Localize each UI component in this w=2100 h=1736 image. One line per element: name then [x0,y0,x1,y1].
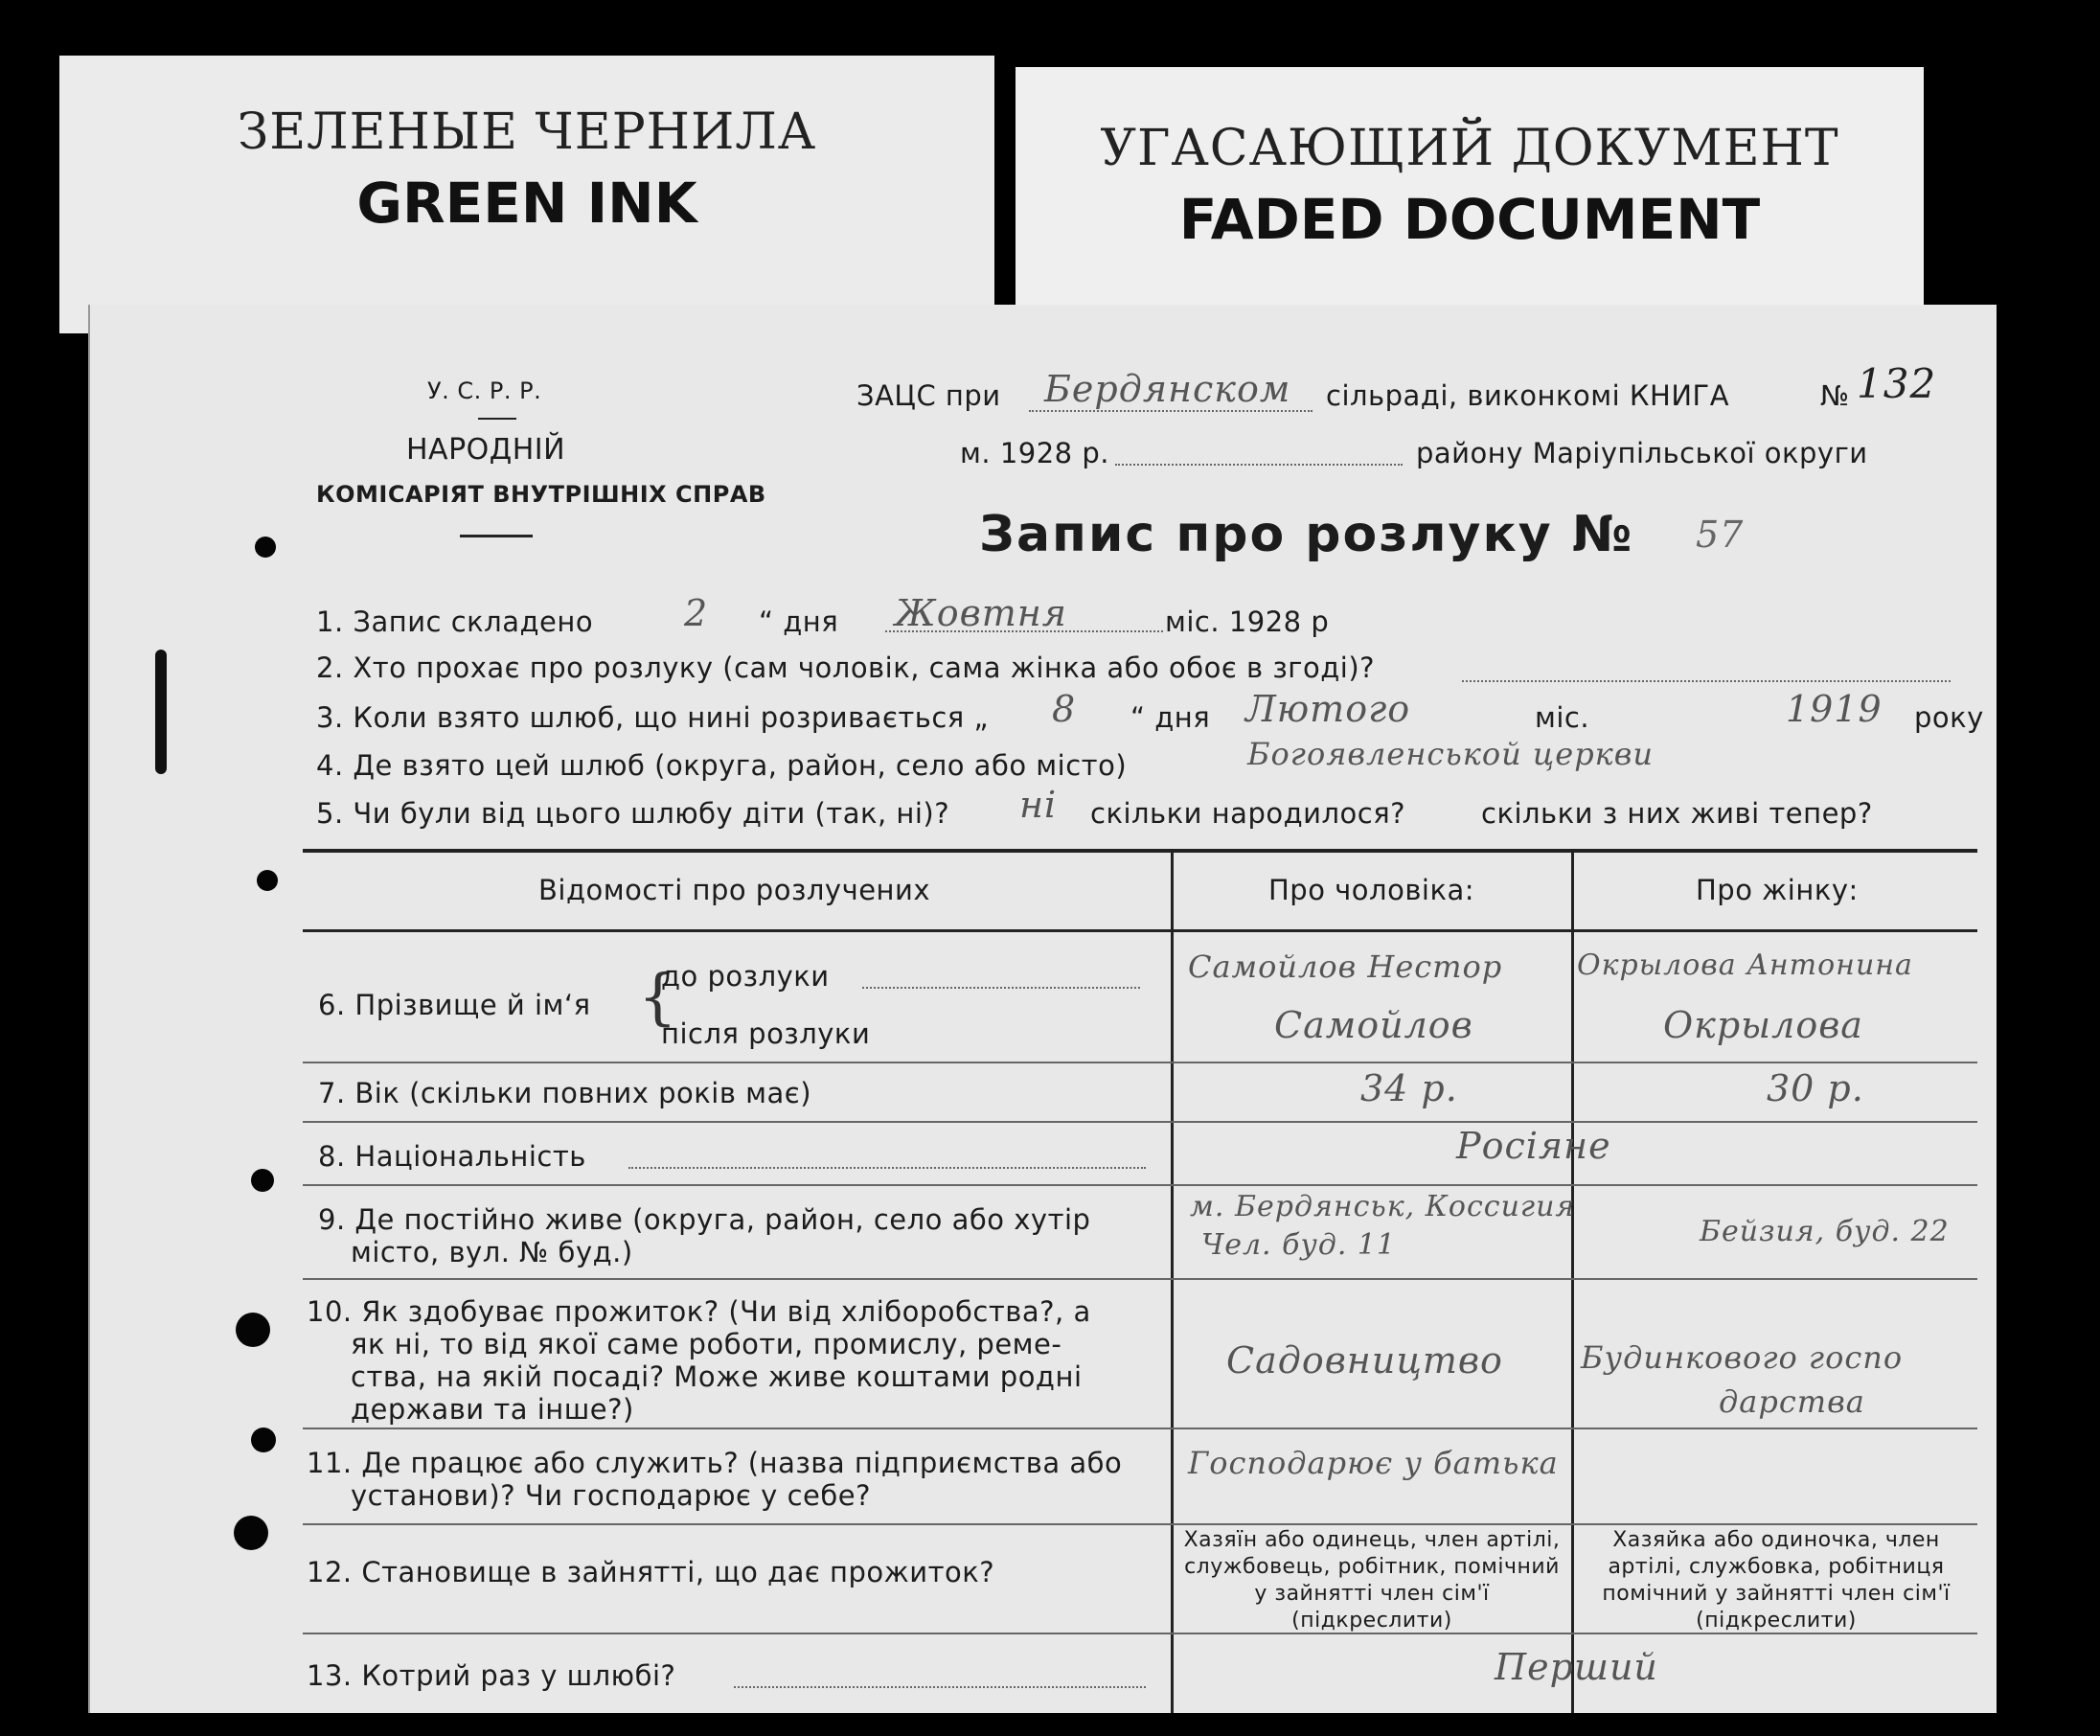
divorce-record-form [88,305,1997,1713]
r7-husband-age-handwritten: 34 р. [1360,1067,1458,1109]
q1-month-suffix: міс. 1928 р [1165,605,1330,638]
table-row-rule [303,1184,1977,1186]
q5-children-handwritten: ні [1019,784,1058,826]
r9-label-line2: місто, вул. № буд.) [351,1236,633,1268]
zags-prefix: ЗАЦС при [856,379,1001,412]
r10-husband-occupation-handwritten: Садовництво [1226,1339,1503,1382]
header-divider [478,418,516,420]
r13-label: 13. Котрий раз у шлюбі? [307,1659,676,1692]
r10-label-line2: як ні, то від якої саме роботи, промислу, реме- [351,1328,1062,1360]
green-ink-label-ru: ЗЕЛЕНЫЕ ЧЕРНИЛА [237,103,817,161]
binder-hole [236,1313,270,1347]
table-top-rule [303,849,1977,853]
q1-day-handwritten: 2 [684,592,709,634]
fill-line [862,987,1140,989]
r8-label: 8. Національність [318,1140,586,1173]
r11-label-line2: установи)? Чи господарює у себе? [351,1479,871,1512]
table-header-rule [303,929,1977,932]
q3-text: 3. Коли взято шлюб, що нині розривається „ [316,701,989,734]
q3-month-handwritten: Лютого [1245,688,1411,730]
r12-husband-note: Хазяїн або одинець, член артілі, службовець, робітник, помічний у зайнятті член сім'ї (підкреслити) [1183,1528,1561,1633]
q3-month-suffix: міс. [1535,701,1590,734]
r7-wife-age-handwritten: 30 р. [1767,1067,1864,1109]
q5-alive-text: скільки з них живі тепер? [1481,797,1873,830]
q3-day-suffix: “ дня [1130,701,1211,734]
form-title: Запис про розлуку № [979,506,1634,563]
table-col-divider [1171,851,1174,1713]
r10-wife-occupation-handwritten-1: Будинкового госпо [1581,1339,1904,1376]
ussr-header: У. С. Р. Р. [427,377,542,404]
commissariat-line1: НАРОДНІЙ [406,433,566,467]
r12-label: 12. Становище в зайнятті, що дає прожиток? [307,1556,995,1588]
r6-wife-after-handwritten: Окрылова [1663,1004,1863,1046]
table-row-rule [303,1428,1977,1429]
q5-text: 5. Чи були від цього шлюбу діти (так, ні)? [316,797,950,830]
binder-hole [257,870,278,891]
r11-label-line1: 11. Де працює або служить? (назва підприємства або [307,1447,1123,1479]
table-col-divider [1571,851,1574,1713]
fill-line [885,630,1163,632]
fill-line [1462,680,1951,682]
table-row-rule [303,1121,1977,1123]
r6-wife-before-handwritten: Окрылова Антонина [1577,948,1913,982]
faded-document-label-ru: УГАСАЮЩИЙ ДОКУМЕНТ [1100,120,1839,177]
table-header-husband: Про чоловіка: [1268,874,1475,906]
table-header-wife: Про жінку: [1696,874,1859,906]
table-row-rule [303,1278,1977,1280]
r6-after-label: після розлуки [661,1017,871,1050]
zags-middle-text: сільраді, виконкомі КНИГА [1326,379,1730,412]
book-number-handwritten: 132 [1857,360,1937,407]
district-text: району Маріупільської округи [1416,437,1868,469]
r6-label: 6. Прізвище й ім‘я [318,989,591,1021]
binder-hole [251,1169,274,1192]
green-ink-label-card [59,56,994,333]
r6-before-label: до розлуки [661,960,830,993]
fill-line [734,1686,1146,1688]
faded-document-label-en: FADED DOCUMENT [1178,187,1761,252]
table-header-info: Відомості про розлучених [538,874,931,906]
table-row-rule [303,1523,1977,1525]
r10-label-line4: держави та інше?) [351,1393,634,1426]
q4-text: 4. Де взято цей шлюб (округа, район, село або місто) [316,749,1128,782]
r13-marriage-count-handwritten: Перший [1495,1646,1658,1688]
header-divider [460,535,533,537]
fill-line [1029,410,1312,412]
q1-month-handwritten: Жовтня [895,592,1067,634]
q1-text: 1. Запис складено [316,605,594,638]
table-row-rule [303,1062,1977,1063]
year-label: м. 1928 р. [960,437,1109,469]
faded-document-label-card [1016,67,1924,326]
q1-day-suffix: “ дня [759,605,839,638]
book-number-label: № [1820,379,1850,412]
record-number-handwritten: 57 [1696,514,1745,556]
fill-line [1115,464,1403,466]
green-ink-label-en: GREEN INK [356,171,697,236]
q3-day-handwritten: 8 [1052,688,1077,730]
fill-line [628,1167,1146,1169]
binder-hole [251,1428,276,1452]
r7-label: 7. Вік (скільки повних років має) [318,1077,812,1109]
q3-year-suffix: року [1914,701,1984,734]
r9-wife-address-handwritten: Бейзия, буд. 22 [1700,1215,1950,1248]
r8-nationality-handwritten: Росіяне [1456,1125,1611,1167]
q3-year-handwritten: 1919 [1786,688,1883,730]
r10-wife-occupation-handwritten-2: дарства [1719,1383,1865,1420]
r6-husband-after-handwritten: Самойлов [1274,1004,1473,1046]
q4-place-handwritten: Богоявленськой церкви [1247,736,1655,772]
binder-hole [255,537,276,558]
r10-label-line1: 10. Як здобуває прожиток? (Чи від хліборобства?, а [307,1295,1091,1328]
r9-husband-address-handwritten-2: Чел. буд. 11 [1201,1228,1397,1262]
commissariat-line2: КОМІСАРІЯТ ВНУТРІШНІХ СПРАВ [316,481,766,508]
r9-husband-address-handwritten-1: м. Бердянськ, Коссигия [1190,1190,1576,1223]
r12-wife-note: Хазяйка або одиночка, член артілі, службовка, робітниця помічний у зайнятті член сім'ї (підкреслити) [1602,1528,1951,1633]
r10-label-line3: ства, на якій посаді? Може живе коштами родні [351,1360,1083,1393]
r9-label-line1: 9. Де постійно живе (округа, район, село або хутір [318,1203,1091,1236]
r6-brace: { [638,962,678,1033]
q5-born-text: скільки народилося? [1090,797,1406,830]
zags-place-handwritten: Бердянском [1044,368,1291,410]
binding-mark [155,650,167,774]
q2-text: 2. Хто прохає про розлуку (сам чоловік, сама жінка або обоє в згоді)? [316,651,1376,684]
binder-hole [234,1516,268,1550]
r11-workplace-handwritten: Господарює у батька [1188,1445,1559,1481]
r6-husband-before-handwritten: Самойлов Нестор [1188,948,1503,985]
